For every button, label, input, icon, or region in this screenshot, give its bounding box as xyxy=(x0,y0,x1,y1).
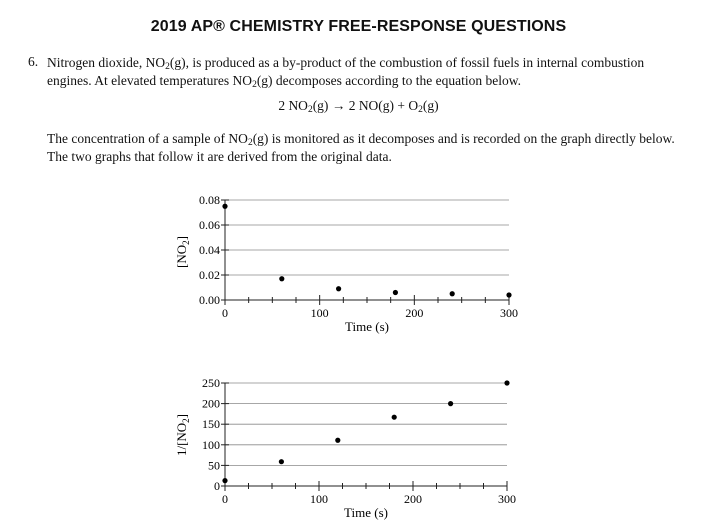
x-tick-label: 100 xyxy=(310,492,328,506)
eq-arrow: → xyxy=(331,98,346,113)
x-tick-label: 300 xyxy=(500,306,518,320)
y-tick-label: 0.08 xyxy=(199,193,220,207)
y-axis-label-end: ] xyxy=(174,236,189,241)
question-number: 6. xyxy=(28,54,39,69)
desc-part-b: (g) is monitored as it decomposes and is recorded on the graph directly below. The two graphs that follow it are derived from the original data. xyxy=(47,131,675,164)
subscript: 2 xyxy=(165,62,170,72)
y-tick-label: 100 xyxy=(202,437,220,452)
eq-reactant: 2 NO xyxy=(278,98,308,113)
y-tick-label: 0.02 xyxy=(199,268,220,282)
x-tick-label: 0 xyxy=(222,492,228,506)
y-axis-label-subscript: 2 xyxy=(181,418,191,423)
subscript: 2 xyxy=(247,138,253,148)
x-axis-label: Time (s) xyxy=(345,319,389,334)
y-axis-label-subscript: 2 xyxy=(181,240,191,245)
x-tick-label: 200 xyxy=(405,306,424,320)
y-tick-label: 250 xyxy=(202,376,220,390)
data-point xyxy=(392,415,397,420)
intro-part-b: (g), is produced as a by-product of the combustion of fossil fuels in internal combustion engines. At elevated temperatures NO xyxy=(47,55,645,88)
y-axis-label-end: ] xyxy=(174,413,189,419)
page-heading: 2019 AP® CHEMISTRY FREE-RESPONSE QUESTIONS xyxy=(150,18,567,35)
subscript: 2 xyxy=(307,105,313,115)
subscript: 2 xyxy=(418,105,423,115)
data-point xyxy=(335,438,340,443)
eq-products: 2 NO(g) + O xyxy=(348,98,419,113)
y-axis-label xyxy=(174,414,191,456)
desc-part-a: The concentration of a sample of NO xyxy=(47,131,248,146)
y-tick-label: 200 xyxy=(202,396,220,411)
y-tick-label: 0.04 xyxy=(199,243,220,257)
x-tick-label: 100 xyxy=(310,306,329,320)
data-point xyxy=(279,459,284,464)
intro-part-c: (g) decomposes according to the equation below. xyxy=(256,73,521,88)
y-tick-label: 0 xyxy=(214,479,220,493)
y-tick-label: 0.00 xyxy=(199,293,220,307)
y-tick-label: 50 xyxy=(208,458,220,473)
y-axis-label-main: [NO xyxy=(174,244,189,268)
data-point xyxy=(448,401,453,406)
x-tick-label: 0 xyxy=(222,306,228,320)
intro-part-a: Nitrogen dioxide, NO xyxy=(47,55,166,70)
data-point xyxy=(222,478,227,483)
x-tick-label: 200 xyxy=(404,492,422,506)
eq-product-state: (g) xyxy=(422,98,439,113)
subscript: 2 xyxy=(252,80,257,90)
x-axis-label: Time (s) xyxy=(344,505,388,520)
data-point xyxy=(504,380,509,385)
y-tick-label: 150 xyxy=(202,417,220,432)
y-tick-label: 0.06 xyxy=(199,218,220,232)
x-tick-label: 300 xyxy=(498,492,516,506)
eq-reactant-state: (g) xyxy=(312,98,329,113)
y-axis-label-main: 1/[NO xyxy=(174,422,189,457)
